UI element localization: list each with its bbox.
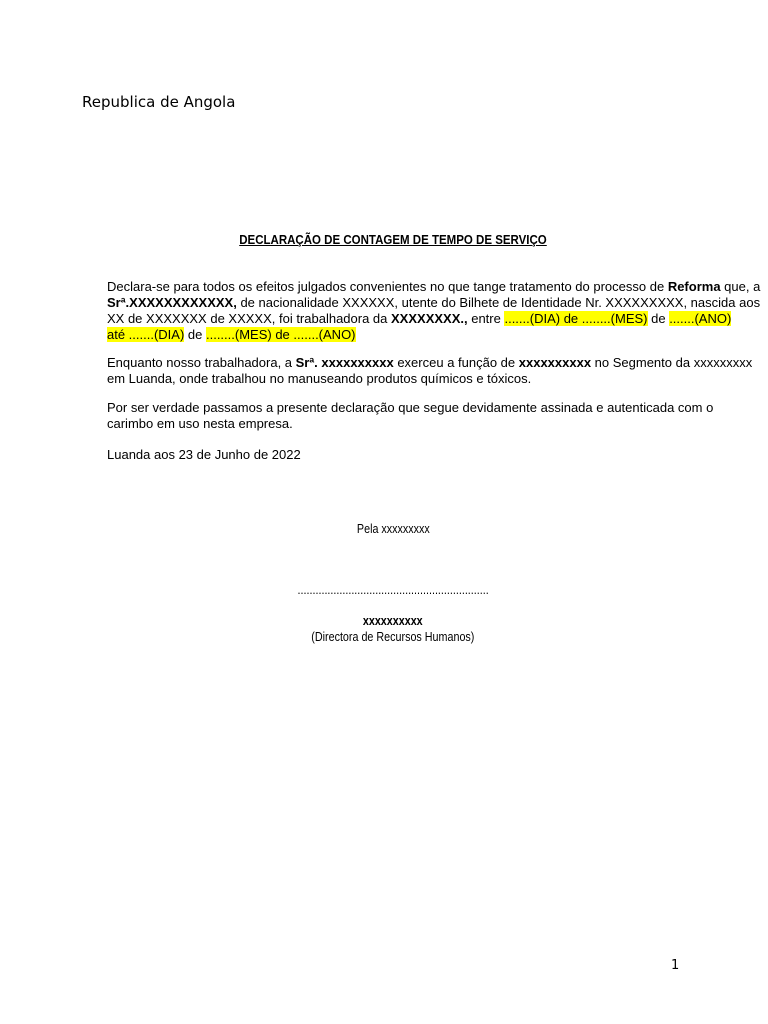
highlighted-date: até .......(DIA)	[107, 327, 185, 342]
paragraph-line	[107, 327, 679, 343]
paragraph-line	[107, 295, 761, 311]
document-header: Republica de Angola	[82, 93, 236, 111]
page-number: 1	[671, 958, 680, 973]
paragraph-line	[107, 279, 761, 295]
paragraph-line	[107, 311, 732, 327]
signature-pela-text: Pela xxxxxxxxx	[356, 522, 430, 536]
text-run: que, a	[720, 279, 761, 294]
paragraph-line: em Luanda, onde trabalhou no manuseando produtos químicos e tóxicos.	[107, 371, 532, 386]
bold-text: Srª. xxxxxxxxxx	[295, 355, 394, 370]
date-line: Luanda aos 23 de Junho de 2022	[107, 447, 301, 462]
signature-dots: ................................................................	[297, 583, 489, 597]
paragraph-line: carimbo em uso nesta empresa.	[107, 416, 293, 431]
text-run: de	[184, 327, 206, 342]
highlighted-date: ........(MES) de .......(ANO)	[205, 327, 356, 342]
paragraph-employment	[107, 355, 753, 387]
text-run: Declara-se para todos os efeitos julgados convenientes no que tange tratamento do processo de	[107, 279, 668, 294]
paragraph-line: Por ser verdade passamos a presente declaração que segue devidamente assinada e autenticada com o	[107, 400, 714, 415]
bold-text: xxxxxxxxxx	[518, 355, 592, 370]
signature-pela	[0, 522, 768, 536]
text-run: Enquanto nosso trabalhadora, a	[107, 355, 296, 370]
text-run: exerceu a função de	[393, 355, 519, 370]
signatory-role-text: (Directora de Recursos Humanos)	[311, 630, 475, 644]
bold-text: Srª.XXXXXXXXXXXX,	[107, 295, 237, 310]
paragraph-attestation	[107, 400, 714, 432]
signatory-name	[0, 614, 768, 628]
text-run: entre	[467, 311, 505, 326]
paragraph-declaration	[107, 279, 761, 343]
signature-line	[0, 583, 768, 597]
bold-text: Reforma	[667, 279, 721, 294]
text-run: no Segmento da xxxxxxxxx	[591, 355, 753, 370]
signatory-role	[0, 630, 768, 644]
bold-text: XXXXXXXX.,	[391, 311, 468, 326]
text-run: de nacionalidade XXXXXX, utente do Bilhete de Identidade Nr. XXXXXXXXX, nascida aos	[236, 295, 761, 310]
highlighted-date: .......(ANO)	[669, 311, 732, 326]
highlighted-date: .......(DIA) de ........(MES)	[504, 311, 648, 326]
paragraph-line	[107, 355, 753, 371]
text-run: XX de XXXXXXX de XXXXX, foi trabalhadora da	[107, 311, 392, 326]
text-run: de	[647, 311, 670, 326]
document-title: DECLARAÇÃO DE CONTAGEM DE TEMPO DE SERVIÇO	[239, 233, 547, 247]
signatory-name-text: xxxxxxxxxx	[363, 614, 423, 628]
